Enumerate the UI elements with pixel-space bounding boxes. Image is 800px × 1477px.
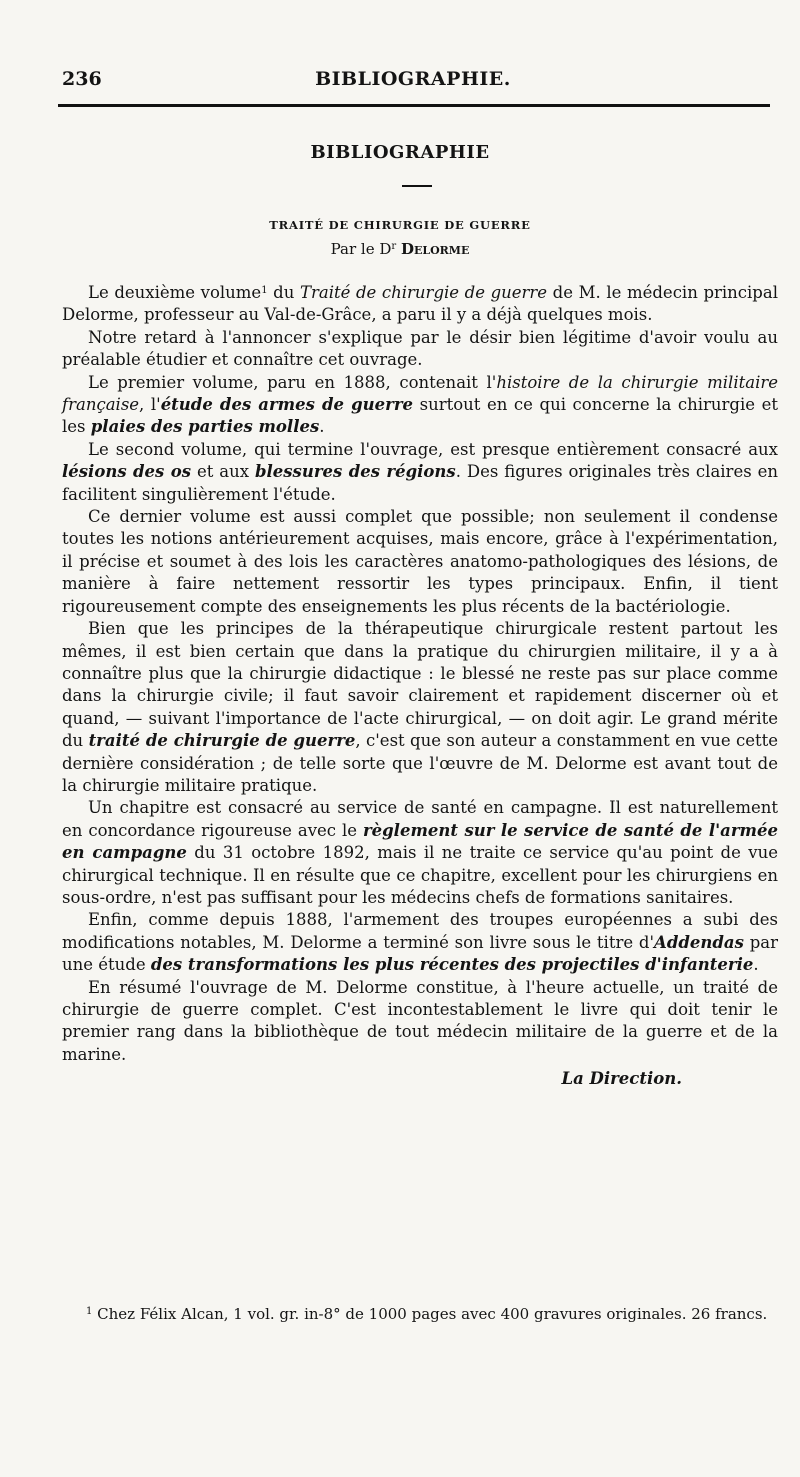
- header-rule: [58, 104, 770, 107]
- author-name: Delorme: [400, 240, 470, 258]
- footnote-mark: 1: [86, 1306, 93, 1317]
- paragraph-4: Le second volume, qui termine l'ouvrage, est presque entièrement consacré aux lésions des os et aux blessures des régions. Des figures originales très claires en facilitent singulièrement l'étude.: [62, 439, 778, 504]
- author-line: [0, 240, 800, 258]
- author-title-sup: r: [391, 241, 397, 252]
- paragraph-6: Bien que les principes de la thérapeutique chirurgicale restent partout les mêmes, il est bien certain que dans la pratique du chirurgien militaire, il y a à connaître plus que la chirurgie didactique : le blessé ne reste pas sur place comme dans la chirurgie civile; il faut savoir clairement et rapidement discerner où et quand, — suivant l'importance de l'acte chirurgical, — on doit agir. Le grand mérite du traité de chirurgie de guerre, c'est que son auteur a constamment en vue cette dernière considération ; de telle sorte que l'œuvre de M. Delorme est avant tout de la chirurgie militaire pratique.: [62, 619, 779, 795]
- running-head: [58, 68, 768, 98]
- author-prefix: Par le D: [330, 240, 392, 258]
- paragraph-8: Enfin, comme depuis 1888, l'armement des troupes européennes a subi des modifications notables, M. Delorme a terminé son livre sous le titre d'Addendas par une étude des transformations les plus récentes des projectiles d'infanterie.: [62, 910, 778, 975]
- title-divider: [402, 185, 432, 187]
- footnote-ref: 1: [261, 285, 268, 296]
- footnote-text: Chez Félix Alcan, 1 vol. gr. in-8° de 1000 pages avec 400 gravures originales. 26 francs.: [92, 1305, 768, 1323]
- section-title: BIBLIOGRAPHIE: [310, 142, 490, 163]
- paragraph-3: Le premier volume, paru en 1888, contenait l'histoire de la chirurgie militaire française, l'étude des armes de guerre surtout en ce qui concerne la chirurgie et les plaies des parties molles.: [62, 372, 779, 437]
- running-title: BIBLIOGRAPHIE.: [315, 68, 511, 90]
- paragraph-1: Le deuxième volume$^1$ du Traité de chirurgie de guerre de M. le médecin principal Delorme, professeur au Val-de-Grâce, a paru il y a déjà quelques mois.: [62, 283, 778, 325]
- footnote: [62, 1303, 778, 1325]
- review-body: [62, 282, 778, 1091]
- paragraph-2: Notre retard à l'annoncer s'explique par le désir bien légitime d'avoir voulu au préalable étudier et connaître cet ouvrage.: [62, 327, 778, 370]
- paragraph-7: Un chapitre est consacré au service de santé en campagne. Il est naturellement en concordance rigoureuse avec le règlement sur le service de santé de l'armée en campagne du 31 octobre 1892, mais il ne traite ce service qu'au point de vue chirurgical technique. Il en résulte que ce chapitre, excellent pour les chirurgiens en sous-ordre, n'est pas suffisant pour les médecins chefs de formations sanitaires.: [62, 798, 778, 907]
- page-number: 236: [62, 68, 102, 90]
- signature: La Direction.: [561, 1069, 682, 1089]
- paragraph-5: Ce dernier volume est aussi complet que possible; non seulement il condense toutes les notions antérieurement acquises, mais encore, grâce à l'expérimentation, il précise et soumet à des lois les caractères anatomo-pathologiques des lésions, de manière à faire nettement ressortir les types principaux. Enfin, il tient rigoureusement compte des enseignements les plus récents de la bactériologie.: [62, 507, 778, 616]
- book-title: TRAITÉ DE CHIRURGIE DE GUERRE: [269, 218, 531, 232]
- paragraph-9: En résumé l'ouvrage de M. Delorme constitue, à l'heure actuelle, un traité de chirurgie de guerre complet. C'est incontestablement le livre qui doit tenir le premier rang dans la bibliothèque de tout médecin militaire de la guerre et de la marine.: [62, 977, 778, 1064]
